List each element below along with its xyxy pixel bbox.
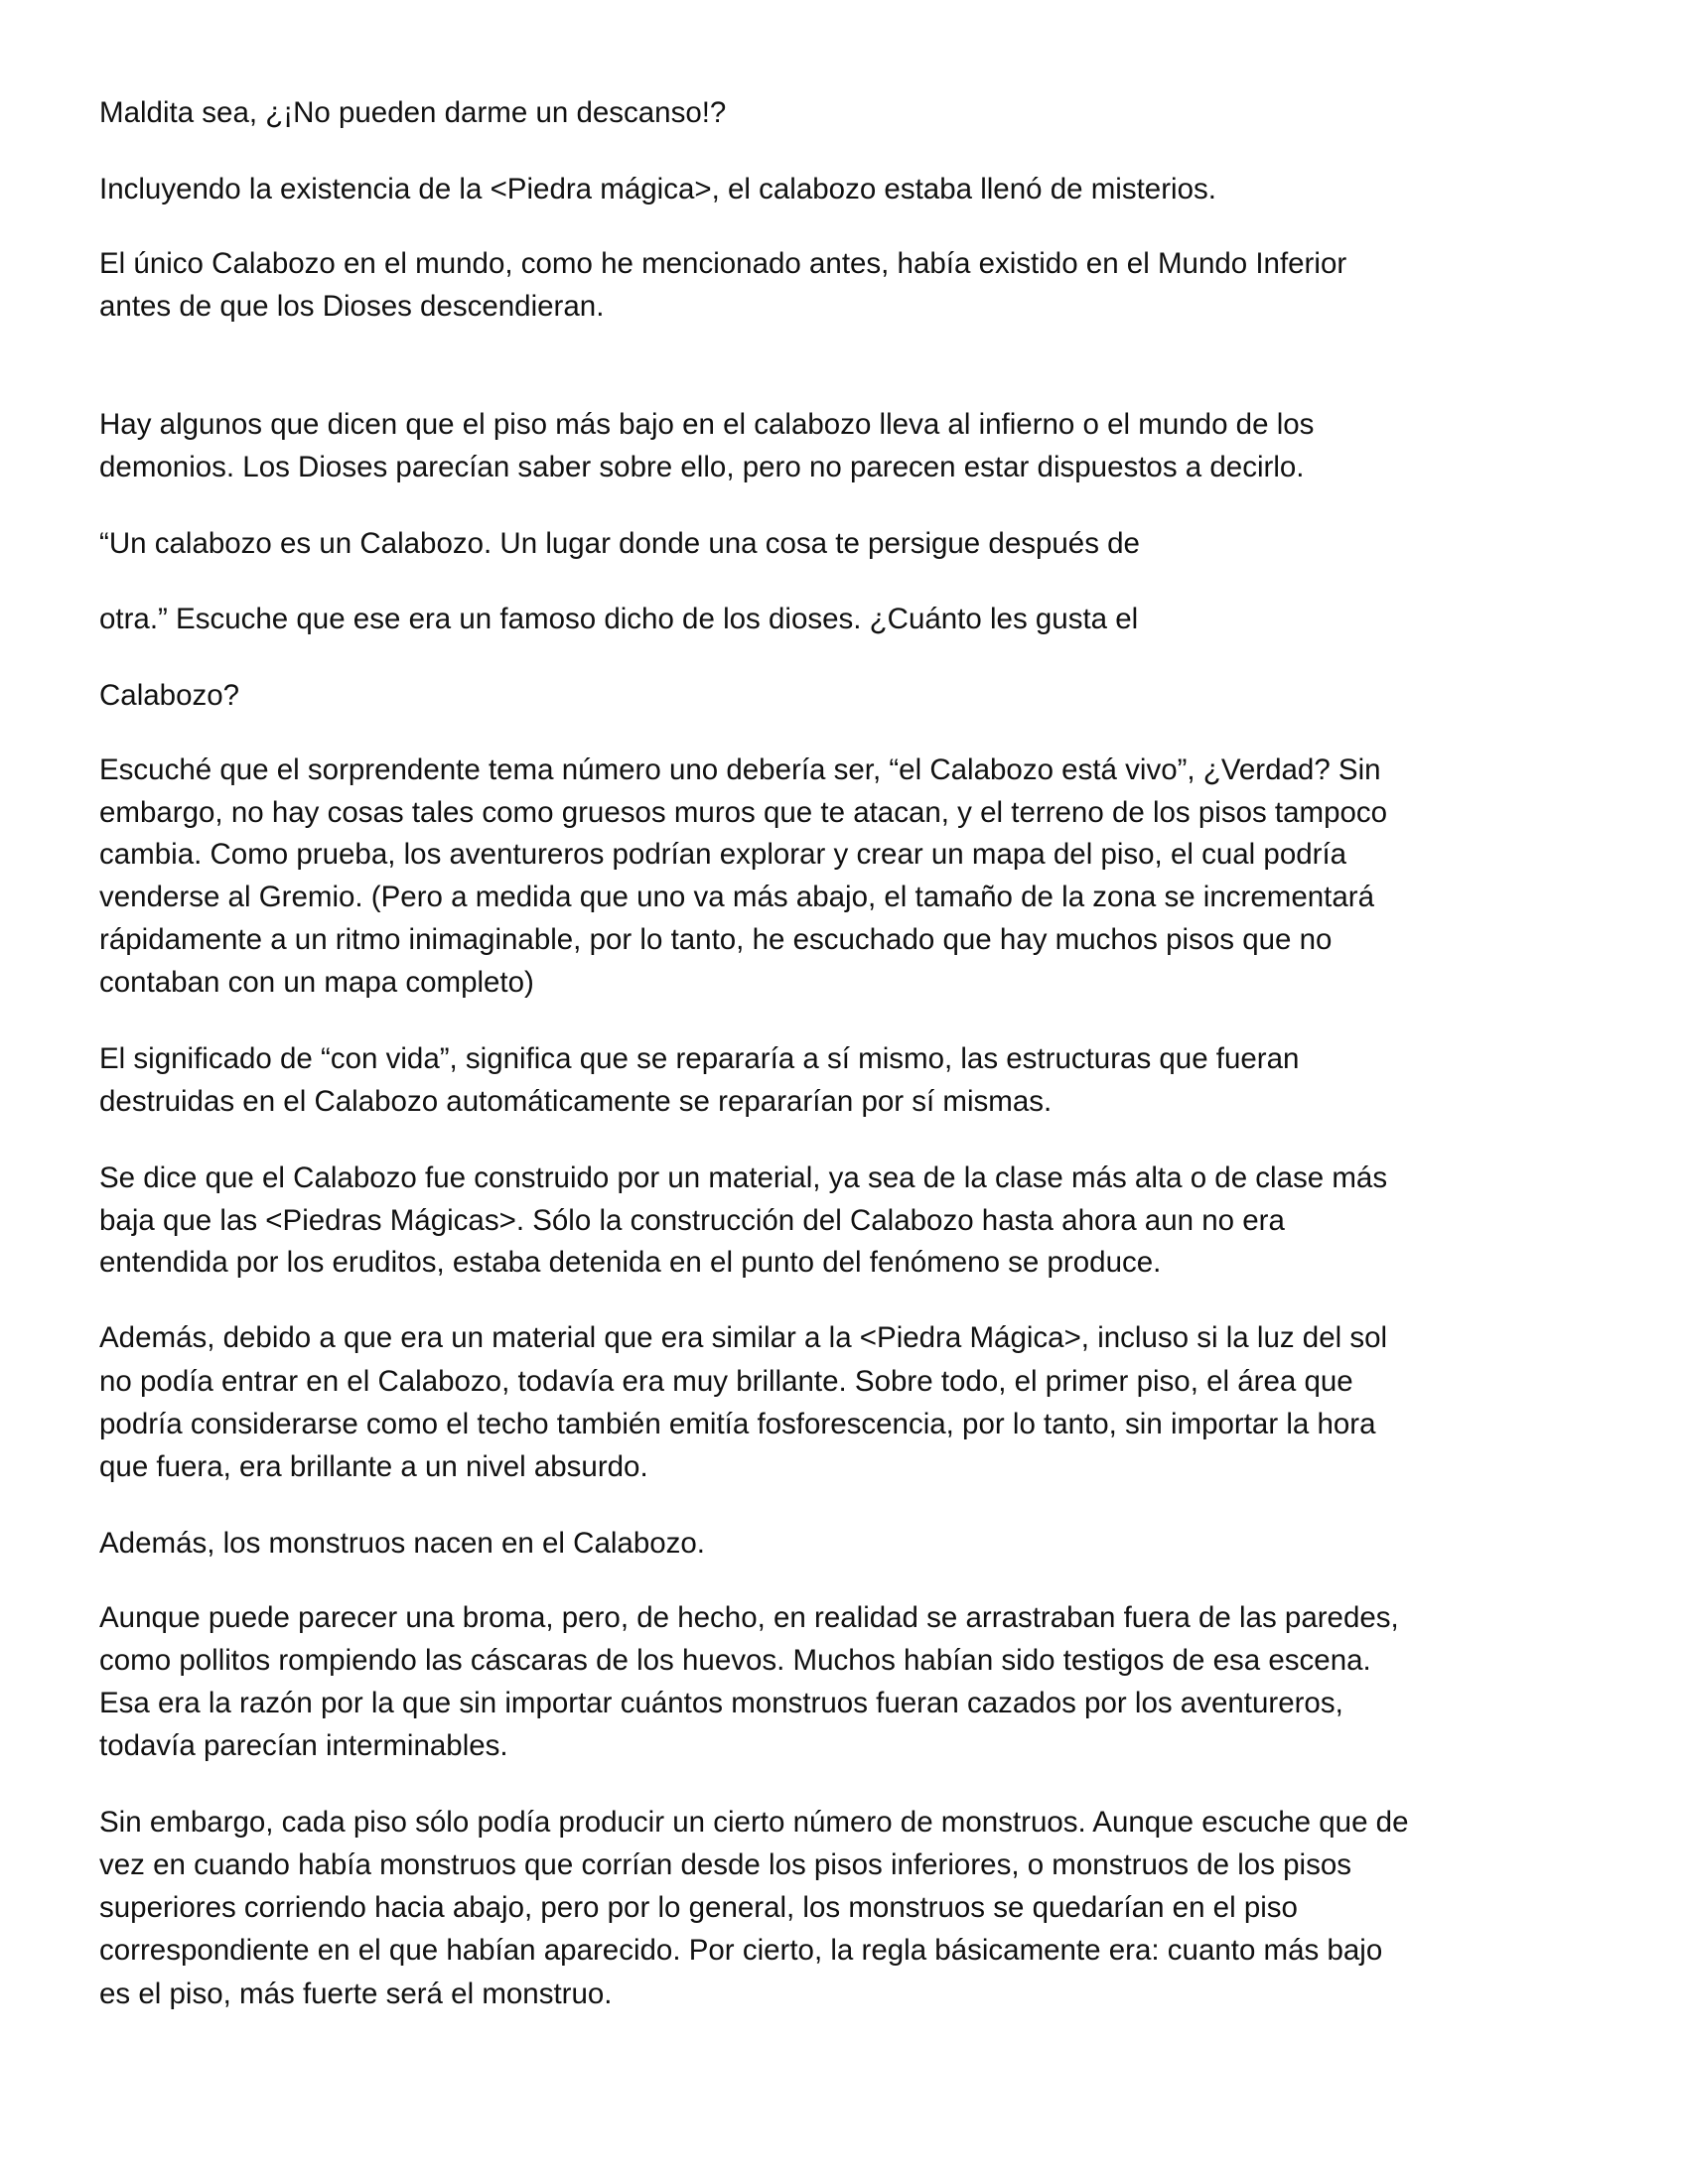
text-line: El significado de “con vida”, significa que se repararía a sí mismo, las estructuras que fueran <box>99 1042 1300 1075</box>
text-line: cambia. Como prueba, los aventureros podrían explorar y crear un mapa del piso, el cual podría <box>99 838 1347 871</box>
text-line: embargo, no hay cosas tales como gruesos muros que te atacan, y el terreno de los pisos tampoco <box>99 796 1388 829</box>
text-line: Además, los monstruos nacen en el Calabozo. <box>99 1527 706 1560</box>
text-line: Aunque puede parecer una broma, pero, de hecho, en realidad se arrastraban fuera de las paredes, <box>99 1601 1399 1634</box>
text-line: Sin embargo, cada piso sólo podía producir un cierto número de monstruos. Aunque escuche que de <box>99 1806 1409 1839</box>
text-line: entendida por los eruditos, estaba detenida en el punto del fenómeno se produce. <box>99 1246 1162 1279</box>
text-line: no podía entrar en el Calabozo, todavía era muy brillante. Sobre todo, el primer piso, el área que <box>99 1365 1353 1398</box>
text-line: como pollitos rompiendo las cáscaras de los huevos. Muchos habían sido testigos de esa escena. <box>99 1644 1371 1677</box>
text-line: Esa era la razón por la que sin importar cuántos monstruos fueran cazados por los aventureros, <box>99 1687 1343 1719</box>
text-line: baja que las <Piedras Mágicas>. Sólo la construcción del Calabozo hasta ahora aun no era <box>99 1204 1285 1237</box>
text-line: Escuché que el sorprendente tema número uno debería ser, “el Calabozo está vivo”, ¿Verdad? Sin <box>99 753 1381 786</box>
text-line: correspondiente en el que habían aparecido. Por cierto, la regla básicamente era: cuanto más bajo <box>99 1934 1383 1967</box>
text-line: “Un calabozo es un Calabozo. Un lugar donde una cosa te persigue después de <box>99 527 1140 560</box>
text-line: El único Calabozo en el mundo, como he mencionado antes, había existido en el Mundo Inferior <box>99 247 1347 280</box>
text-line: Incluyendo la existencia de la <Piedra mágica>, el calabozo estaba llenó de misterios. <box>99 173 1216 205</box>
text-line: Hay algunos que dicen que el piso más bajo en el calabozo lleva al infierno o el mundo de los <box>99 408 1315 441</box>
text-line: Maldita sea, ¿¡No pueden darme un descanso!? <box>99 96 727 129</box>
text-line: rápidamente a un ritmo inimaginable, por lo tanto, he escuchado que hay muchos pisos que no <box>99 923 1333 956</box>
text-line: superiores corriendo hacia abajo, pero por lo general, los monstruos se quedarían en el piso <box>99 1891 1298 1924</box>
text-line: todavía parecían interminables. <box>99 1729 508 1762</box>
text-line: antes de que los Dioses descendieran. <box>99 290 605 323</box>
text-line: podría considerarse como el techo también emitía fosforescencia, por lo tanto, sin importar la hora <box>99 1408 1376 1440</box>
text-line: otra.” Escuche que ese era un famoso dicho de los dioses. ¿Cuánto les gusta el <box>99 603 1139 635</box>
text-line: que fuera, era brillante a un nivel absurdo. <box>99 1450 648 1483</box>
text-line: venderse al Gremio. (Pero a medida que uno va más abajo, el tamaño de la zona se incrementará <box>99 881 1374 913</box>
text-line: Calabozo? <box>99 679 240 712</box>
text-line: Se dice que el Calabozo fue construido por un material, ya sea de la clase más alta o de clase más <box>99 1161 1388 1194</box>
text-line: Además, debido a que era un material que era similar a la <Piedra Mágica>, incluso si la luz del sol <box>99 1321 1388 1354</box>
text-line: destruidas en el Calabozo automáticamente se repararían por sí mismas. <box>99 1085 1053 1118</box>
text-line: es el piso, más fuerte será el monstruo. <box>99 1978 613 2010</box>
text-line: vez en cuando había monstruos que corrían desde los pisos inferiores, o monstruos de los pisos <box>99 1848 1352 1881</box>
text-line: demonios. Los Dioses parecían saber sobre ello, pero no parecen estar dispuestos a decirlo. <box>99 451 1305 483</box>
text-line: contaban con un mapa completo) <box>99 966 534 999</box>
